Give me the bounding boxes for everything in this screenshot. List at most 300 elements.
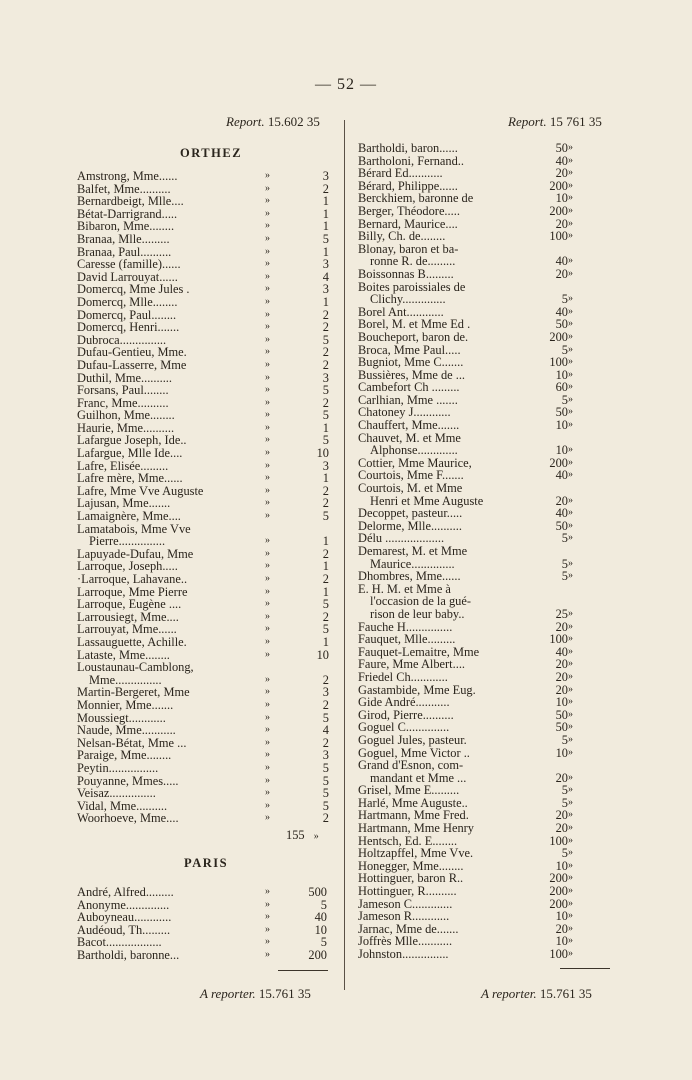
- entry-name: Lapuyade-Dufau, Mme: [77, 546, 194, 561]
- entry-name: Larroque, Eugène ....: [77, 597, 182, 612]
- entry-quote-mark: »: [568, 935, 573, 947]
- entry-amount: 1: [322, 194, 329, 209]
- entry-amount: 1: [322, 584, 329, 599]
- entry-name: Lataste, Mme........: [77, 647, 170, 662]
- entry-amount: 2: [322, 697, 329, 712]
- entry-quote-mark: »: [265, 948, 270, 960]
- entry-quote-mark: »: [568, 154, 573, 166]
- entry-amount: 1: [322, 420, 329, 435]
- entry-amount: 50: [555, 405, 568, 420]
- entry-name: Amstrong, Mme......: [77, 169, 178, 183]
- right-footer-label: A reporter.: [481, 986, 537, 1001]
- entry-name: Holtzapffel, Mme Vve.: [358, 846, 474, 861]
- entry-quote-mark: »: [265, 421, 270, 433]
- entry-amount: 5: [561, 531, 568, 546]
- entry-quote-mark: »: [265, 547, 270, 559]
- entry-name: Domercq, Mlle........: [77, 294, 178, 309]
- entry-amount: 40: [314, 910, 327, 925]
- entry-name: mandant et Mme ...: [370, 770, 467, 785]
- left-footer-rule: [278, 970, 328, 971]
- entry-amount: 3: [322, 370, 329, 385]
- entry-name: Mme...............: [89, 672, 162, 687]
- list-item: [77, 786, 329, 801]
- entry-quote-mark: »: [568, 469, 573, 481]
- entry-name: Courtois, Mme F.......: [358, 468, 464, 483]
- entry-amount: 100: [549, 947, 568, 961]
- entry-quote-mark: »: [265, 232, 270, 244]
- entry-name: Dufau-Lasserre, Mme: [77, 357, 187, 372]
- entry-amount: 4: [322, 269, 329, 284]
- entry-amount: 50: [555, 317, 568, 332]
- entry-quote-mark: »: [265, 610, 270, 622]
- list-item: [358, 884, 573, 899]
- entry-quote-mark: »: [265, 358, 270, 370]
- list-item: [77, 357, 329, 372]
- entry-quote-mark: »: [265, 409, 270, 421]
- entry-name: Boissonnas B.........: [358, 266, 454, 281]
- entry-amount: 60: [555, 380, 568, 395]
- entry-name: Goguel, Mme Victor ..: [358, 745, 470, 760]
- list-item: [358, 166, 573, 181]
- entry-quote-mark: »: [568, 507, 573, 519]
- entry-name: Blonay, baron et ba-: [358, 241, 459, 256]
- entry-name: Henri et Mme Auguste: [370, 493, 484, 508]
- entry-amount: 5: [322, 710, 329, 725]
- entry-quote-mark: »: [568, 393, 573, 405]
- entry-quote-mark: »: [265, 698, 270, 710]
- entry-name: Friedel Ch............: [358, 669, 448, 684]
- entry-name: Fauquet, Mlle.........: [358, 632, 456, 647]
- entry-amount: 5: [322, 786, 329, 801]
- entry-amount: 2: [322, 609, 329, 624]
- entry-quote-mark: »: [568, 330, 573, 342]
- entry-amount: 2: [322, 483, 329, 498]
- entry-quote-mark: »: [265, 472, 270, 484]
- entry-name: David Larrouyat......: [77, 269, 178, 284]
- entry-quote-mark: »: [568, 368, 573, 380]
- entry-name: Goguel Jules, pasteur.: [358, 732, 467, 747]
- entry-name: Larrousiegt, Mme....: [77, 609, 179, 624]
- entry-name: Chauvet, M. et Mme: [358, 430, 461, 445]
- entry-name: Branaa, Paul..........: [77, 244, 172, 259]
- entry-quote-mark: »: [568, 885, 573, 897]
- left-footer-value: 15.761 35: [258, 986, 311, 1001]
- list-item: [77, 194, 329, 209]
- entry-amount: 1: [322, 559, 329, 574]
- entry-name: Lafre, Elisée.........: [77, 458, 169, 473]
- entry-name: Vidal, Mme..........: [77, 798, 168, 813]
- entry-amount: 40: [555, 153, 568, 168]
- entry-amount: 5: [322, 798, 329, 813]
- entry-amount: 200: [549, 896, 568, 911]
- entry-quote-mark: »: [265, 898, 270, 910]
- entry-quote-mark: »: [265, 396, 270, 408]
- entry-quote-mark: »: [265, 812, 270, 824]
- list-item: [358, 443, 573, 458]
- list-item: [358, 329, 573, 344]
- entry-quote-mark: »: [265, 321, 270, 333]
- entry-amount: 1: [322, 206, 329, 221]
- entry-quote-mark: »: [265, 434, 270, 446]
- paris-list: [77, 885, 327, 962]
- entry-amount: 10: [555, 909, 568, 924]
- entry-amount: 40: [555, 644, 568, 659]
- entry-name: Demarest, M. et Mme: [358, 544, 468, 558]
- entry-amount: 200: [549, 455, 568, 470]
- left-footer: [200, 986, 311, 1002]
- entry-quote-mark: »: [568, 633, 573, 645]
- entry-amount: 2: [322, 672, 329, 687]
- list-item: [358, 669, 573, 684]
- entry-quote-mark: »: [568, 167, 573, 179]
- entry-quote-mark: »: [265, 724, 270, 736]
- entry-amount: 2: [322, 735, 329, 750]
- entry-name: Courtois, M. et Mme: [358, 481, 463, 496]
- entry-name: Broca, Mme Paul.....: [358, 342, 461, 357]
- entry-quote-mark: »: [568, 179, 573, 191]
- entry-amount: 10: [555, 745, 568, 760]
- entry-amount: 40: [555, 468, 568, 483]
- list-item: [358, 695, 573, 710]
- entry-name: Fauquet-Lemaitre, Mme: [358, 644, 480, 659]
- entry-name: Lafargue, Mlle Ide....: [77, 446, 183, 461]
- entry-name: Martin-Bergeret, Mme: [77, 685, 190, 700]
- entry-amount: 5: [561, 556, 568, 571]
- entry-amount: 5: [561, 732, 568, 747]
- entry-quote-mark: »: [568, 419, 573, 431]
- entry-name: rison de leur baby..: [370, 606, 465, 621]
- entry-quote-mark: »: [568, 796, 573, 808]
- list-item: [358, 632, 573, 647]
- entry-name: Duthil, Mme..........: [77, 370, 172, 385]
- entry-name: Girod, Pierre..........: [358, 707, 454, 722]
- entry-name: Lamaignère, Mme....: [77, 509, 181, 524]
- entry-quote-mark: »: [568, 708, 573, 720]
- entry-name: Berckhiem, baronne de: [358, 191, 474, 206]
- entry-amount: 200: [549, 178, 568, 193]
- list-item: [358, 606, 573, 621]
- entry-quote-mark: »: [568, 217, 573, 229]
- entry-amount: 5: [322, 408, 329, 423]
- orthez-subtotal-quote: »: [313, 831, 319, 842]
- entry-name: Bernard, Maurice....: [358, 216, 458, 231]
- entry-amount: 3: [322, 748, 329, 763]
- entry-amount: 2: [322, 546, 329, 561]
- entry-quote-mark: »: [568, 872, 573, 884]
- entry-quote-mark: »: [568, 267, 573, 279]
- orthez-subtotal-value: 155: [286, 828, 305, 842]
- entry-name: Anonyme..............: [77, 897, 170, 912]
- entry-amount: 40: [555, 506, 568, 521]
- list-item: [358, 266, 573, 281]
- entry-name: Larroque, Mme Pierre: [77, 584, 188, 599]
- entry-quote-mark: »: [568, 519, 573, 531]
- entry-quote-mark: »: [568, 948, 573, 959]
- entry-quote-mark: »: [265, 711, 270, 723]
- entry-amount: 3: [322, 458, 329, 473]
- right-report-label: Report.: [508, 114, 547, 129]
- orthez-list: [77, 169, 329, 826]
- entry-name: Bacot..................: [77, 935, 162, 950]
- entry-quote-mark: »: [265, 736, 270, 748]
- entry-name: Berger, Théodore.....: [358, 203, 460, 218]
- entry-amount: 20: [555, 682, 568, 697]
- entry-name: Faure, Mme Albert....: [358, 657, 466, 672]
- entry-quote-mark: »: [265, 648, 270, 660]
- entry-name: Chauffert, Mme.......: [358, 418, 460, 433]
- entry-amount: 20: [555, 657, 568, 672]
- entry-name: Moussiegt............: [77, 710, 166, 725]
- entry-name: Lafre mère, Mme......: [77, 471, 183, 486]
- entry-name: Larroque, Joseph.....: [77, 559, 178, 574]
- entry-quote-mark: »: [568, 658, 573, 670]
- entry-amount: 100: [549, 355, 568, 370]
- entry-quote-mark: »: [568, 670, 573, 682]
- entry-quote-mark: »: [568, 456, 573, 468]
- entry-name: Délu ...................: [358, 531, 445, 546]
- entry-quote-mark: »: [568, 343, 573, 355]
- entry-name: Gastambide, Mme Eug.: [358, 682, 476, 697]
- entry-amount: 5: [561, 292, 568, 307]
- entry-amount: 2: [322, 811, 329, 826]
- entry-amount: 1: [322, 294, 329, 309]
- entry-quote-mark: »: [568, 910, 573, 922]
- entry-amount: 20: [555, 619, 568, 634]
- entry-amount: 20: [555, 770, 568, 785]
- entry-name: Bartholoni, Fernand..: [358, 153, 464, 168]
- entry-name: Franc, Mme..........: [77, 395, 169, 410]
- list-item: [77, 947, 327, 962]
- list-item: [358, 506, 573, 521]
- entry-quote-mark: »: [568, 381, 573, 393]
- right-footer-value: 15.761 35: [539, 986, 592, 1001]
- entry-quote-mark: »: [568, 746, 573, 758]
- list-item: [358, 783, 573, 798]
- entry-amount: 100: [549, 632, 568, 647]
- entry-quote-mark: »: [265, 182, 270, 194]
- entry-name: Peytin................: [77, 760, 159, 775]
- entry-amount: 4: [322, 723, 329, 738]
- entry-name: Billy, Ch. de........: [358, 229, 446, 244]
- entry-amount: 3: [322, 257, 329, 272]
- entry-quote-mark: »: [265, 598, 270, 610]
- entry-quote-mark: »: [265, 207, 270, 219]
- entry-name: Bugniot, Mme C.......: [358, 355, 464, 370]
- entry-amount: 5: [561, 846, 568, 861]
- entry-quote-mark: »: [265, 886, 270, 897]
- entry-name: Clichy..............: [370, 292, 446, 307]
- entry-amount: 5: [322, 231, 329, 246]
- entry-quote-mark: »: [265, 787, 270, 799]
- list-item: [77, 294, 329, 309]
- entry-name: Branaa, Mlle.........: [77, 231, 170, 246]
- entry-name: Lamatabois, Mme Vve: [77, 521, 191, 536]
- entry-name: Paraige, Mme........: [77, 748, 172, 763]
- entry-amount: 5: [561, 783, 568, 798]
- list-item: [77, 885, 327, 899]
- entry-name: Bartholdi, baron......: [358, 141, 458, 155]
- entry-quote-mark: »: [265, 270, 270, 282]
- list-item: [77, 169, 329, 183]
- entry-amount: 1: [322, 219, 329, 234]
- entry-quote-mark: »: [568, 557, 573, 569]
- entry-quote-mark: »: [568, 230, 573, 242]
- list-item: [358, 418, 573, 433]
- entry-name: Loustaunau-Camblong,: [77, 660, 194, 675]
- entry-name: Guilhon, Mme........: [77, 408, 175, 423]
- entry-name: Hottinguer, baron R..: [358, 871, 464, 886]
- entry-quote-mark: »: [568, 847, 573, 859]
- entry-name: Veisaz...............: [77, 786, 156, 801]
- list-item: [77, 231, 329, 246]
- entry-name: Caresse (famille)......: [77, 257, 181, 272]
- entry-quote-mark: »: [265, 195, 270, 207]
- list-item: [77, 446, 329, 461]
- entry-amount: 20: [555, 493, 568, 508]
- entry-amount: 2: [322, 345, 329, 360]
- entry-name: Monnier, Mme.......: [77, 697, 174, 712]
- list-item: [77, 910, 327, 925]
- entry-name: Joffrès Mlle...........: [358, 934, 453, 949]
- entry-name: Woorhoeve, Mme....: [77, 811, 179, 826]
- entry-quote-mark: »: [568, 620, 573, 632]
- entry-amount: 200: [549, 203, 568, 218]
- entry-quote-mark: »: [265, 283, 270, 295]
- entry-amount: 200: [549, 871, 568, 886]
- list-item: [358, 569, 573, 584]
- entry-amount: 10: [555, 443, 568, 458]
- entry-name: Lassauguette, Achille.: [77, 634, 187, 649]
- entry-name: Hartmann, Mme Fred.: [358, 808, 469, 823]
- entry-amount: 100: [549, 833, 568, 848]
- entry-quote-mark: »: [265, 497, 270, 509]
- entry-name: Goguel C..............: [358, 720, 450, 735]
- entry-amount: 5: [322, 760, 329, 775]
- right-footer: [481, 986, 592, 1002]
- entry-name: Jameson R............: [358, 909, 450, 924]
- entry-quote-mark: »: [265, 911, 270, 923]
- entry-name: Honegger, Mme........: [358, 858, 464, 873]
- entry-quote-mark: »: [265, 585, 270, 597]
- entry-quote-mark: »: [568, 318, 573, 330]
- list-item: [358, 821, 573, 836]
- entry-quote-mark: »: [568, 192, 573, 204]
- entry-amount: 20: [555, 821, 568, 836]
- list-item: [358, 380, 573, 395]
- entry-amount: 1: [322, 471, 329, 486]
- entry-quote-mark: »: [265, 308, 270, 320]
- entry-amount: 500: [308, 885, 327, 899]
- entry-amount: 5: [320, 897, 327, 912]
- entry-amount: 1: [322, 634, 329, 649]
- entry-name: Domercq, Henri.......: [77, 320, 180, 335]
- entry-quote-mark: »: [265, 761, 270, 773]
- entry-name: Lajusan, Mme.......: [77, 496, 171, 511]
- right-report-line: [508, 114, 602, 130]
- entry-quote-mark: »: [265, 560, 270, 572]
- entry-name: Balfet, Mme..........: [77, 181, 171, 196]
- list-item: [358, 947, 573, 961]
- entry-name: Cambefort Ch .........: [358, 380, 460, 395]
- entry-quote-mark: »: [265, 170, 270, 181]
- entry-quote-mark: »: [265, 510, 270, 522]
- entry-name: Bartholdi, baronne...: [77, 947, 180, 962]
- entry-name: Boites paroissiales de: [358, 279, 466, 294]
- entry-quote-mark: »: [265, 774, 270, 786]
- entry-name: Fauche H...............: [358, 619, 453, 634]
- list-item: [77, 811, 329, 826]
- entry-amount: 10: [555, 934, 568, 949]
- list-item: [77, 257, 329, 272]
- entry-quote-mark: »: [265, 673, 270, 685]
- entry-amount: 200: [308, 947, 327, 962]
- entry-name: Bernardbeigt, Mlle....: [77, 194, 184, 209]
- entry-name: Dubroca...............: [77, 332, 167, 347]
- entry-quote-mark: »: [568, 897, 573, 909]
- entry-quote-mark: »: [568, 570, 573, 582]
- entry-quote-mark: »: [265, 295, 270, 307]
- entry-name: Jarnac, Mme de.......: [358, 921, 459, 936]
- entry-amount: 2: [322, 320, 329, 335]
- entry-amount: 2: [322, 572, 329, 586]
- entry-name: Domercq, Mme Jules .: [77, 282, 190, 297]
- entry-amount: 20: [555, 166, 568, 181]
- entry-amount: 5: [322, 597, 329, 612]
- list-item: [358, 292, 573, 307]
- list-item: [358, 732, 573, 747]
- right-footer-rule: [560, 968, 610, 969]
- entry-quote-mark: »: [265, 635, 270, 647]
- entry-amount: 3: [322, 169, 329, 183]
- list-item: [358, 229, 573, 244]
- entry-quote-mark: »: [568, 204, 573, 216]
- entry-name: Bussières, Mme de ...: [358, 367, 466, 382]
- entry-amount: 5: [322, 622, 329, 637]
- section-title-paris: PARIS: [184, 856, 229, 870]
- entry-amount: 200: [549, 884, 568, 899]
- entry-quote-mark: »: [265, 936, 270, 948]
- entry-name: Cottier, Mme Maurice,: [358, 455, 472, 470]
- left-report-label: Report.: [226, 114, 265, 129]
- entry-amount: 2: [322, 181, 329, 196]
- entry-amount: 2: [322, 395, 329, 410]
- entry-name: Grand d'Esnon, com-: [358, 758, 464, 773]
- entry-amount: 10: [555, 858, 568, 873]
- entry-quote-mark: »: [568, 607, 573, 619]
- entry-amount: 20: [555, 216, 568, 231]
- list-item: [77, 760, 329, 775]
- entry-amount: 10: [316, 647, 329, 662]
- entry-name: Alphonse.............: [370, 443, 458, 458]
- entry-amount: 50: [555, 720, 568, 735]
- entry-quote-mark: »: [568, 922, 573, 934]
- entry-name: ·Larroque, Lahavane..: [77, 572, 188, 586]
- entry-name: Hottinguer, R..........: [358, 884, 457, 899]
- entry-quote-mark: »: [568, 532, 573, 544]
- entry-name: Pouyanne, Mmes.....: [77, 773, 179, 788]
- entry-quote-mark: »: [265, 459, 270, 471]
- entry-name: Decoppet, pasteur.....: [358, 506, 463, 521]
- entry-quote-mark: »: [265, 799, 270, 811]
- entry-amount: 40: [555, 254, 568, 269]
- entry-quote-mark: »: [265, 623, 270, 635]
- entry-name: Delorme, Mlle..........: [358, 518, 462, 533]
- list-item: [77, 572, 329, 586]
- list-item: [77, 634, 329, 649]
- entry-quote-mark: »: [568, 784, 573, 796]
- entry-name: l'occasion de la gué-: [370, 594, 471, 609]
- section-title-orthez: ORTHEZ: [180, 146, 243, 160]
